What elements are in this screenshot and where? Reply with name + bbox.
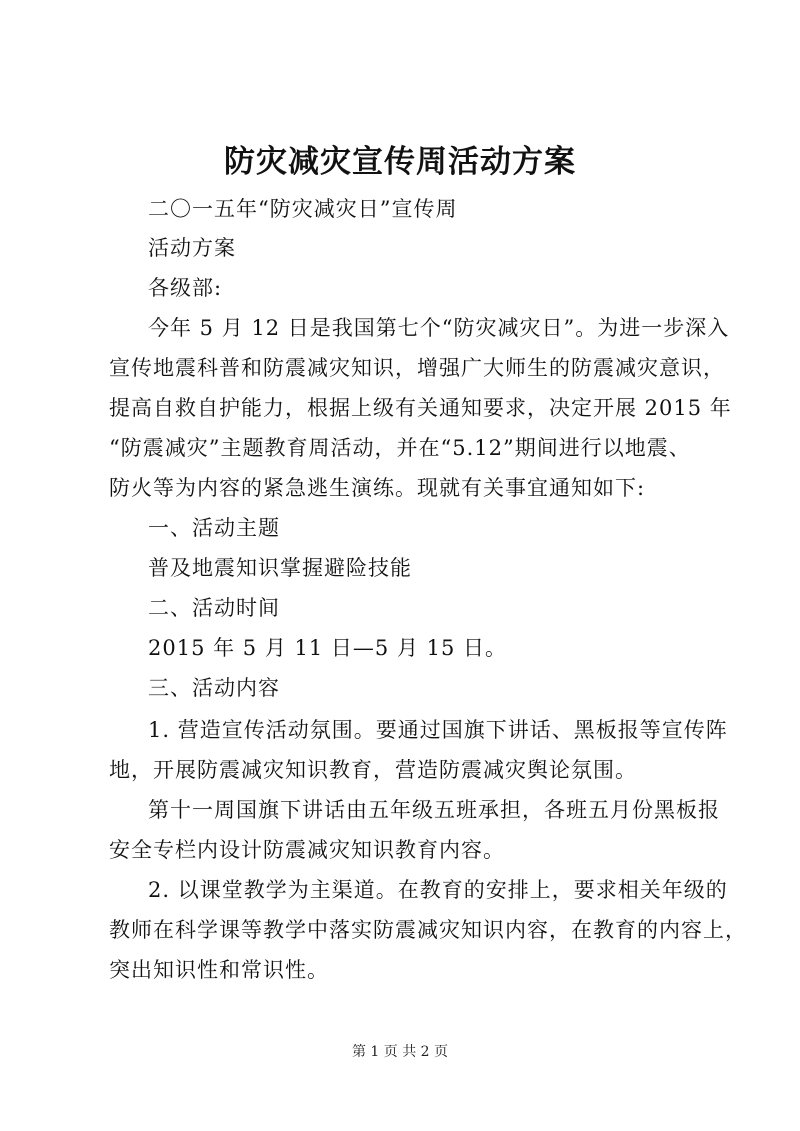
section-heading-3: 三、活动内容 — [148, 676, 280, 700]
section-1-content: 普及地震知识掌握避险技能 — [148, 556, 412, 580]
salutation: 各级部: — [148, 276, 223, 300]
subtitle-line-2: 活动方案 — [148, 236, 236, 260]
page-number-footer: 第 1 页 共 2 页 — [351, 1044, 449, 1060]
intro-paragraph-line-3: 提高自救自护能力，根据上级有关通知要求，决定开展 2015 年 — [109, 396, 732, 420]
subtitle-line-1: 二〇一五年“防灾减灾日”宣传周 — [148, 197, 458, 221]
item-2-line-2: 教师在科学课等教学中落实防震减灾知识内容，在教育的内容上， — [109, 918, 747, 942]
document-title: 防灾减灾宣传周活动方案 — [224, 144, 576, 180]
item-1-line-2: 地，开展防震减灾知识教育，营造防震减灾舆论氛围。 — [109, 758, 637, 782]
item-1-line-1: 1. 营造宣传活动氛围。要通过国旗下讲话、黑板报等宣传阵 — [148, 718, 728, 742]
item-2-line-3: 突出知识性和常识性。 — [109, 958, 329, 982]
intro-paragraph-line-1: 今年 5 月 12 日是我国第七个“防灾减灾日”。为进一步深入 — [148, 316, 730, 340]
section-heading-1: 一、活动主题 — [148, 516, 280, 540]
item-1-detail-line-2: 安全专栏内设计防震减灾知识教育内容。 — [109, 838, 505, 862]
section-heading-2: 二、活动时间 — [148, 596, 280, 620]
item-2-line-1: 2. 以课堂教学为主渠道。在教育的安排上，要求相关年级的 — [148, 878, 728, 902]
intro-paragraph-line-4: “防震减灾”主题教育周活动，并在“5.12”期间进行以地震、 — [109, 436, 691, 460]
item-1-detail-line-1: 第十一周国旗下讲话由五年级五班承担，各班五月份黑板报 — [148, 798, 720, 822]
intro-paragraph-line-2: 宣传地震科普和防震减灾知识，增强广大师生的防震减灾意识， — [109, 356, 725, 380]
section-2-content: 2015 年 5 月 11 日—5 月 15 日。 — [148, 636, 508, 660]
intro-paragraph-line-5: 防火等为内容的紧急逃生演练。现就有关事宜通知如下: — [109, 476, 646, 500]
